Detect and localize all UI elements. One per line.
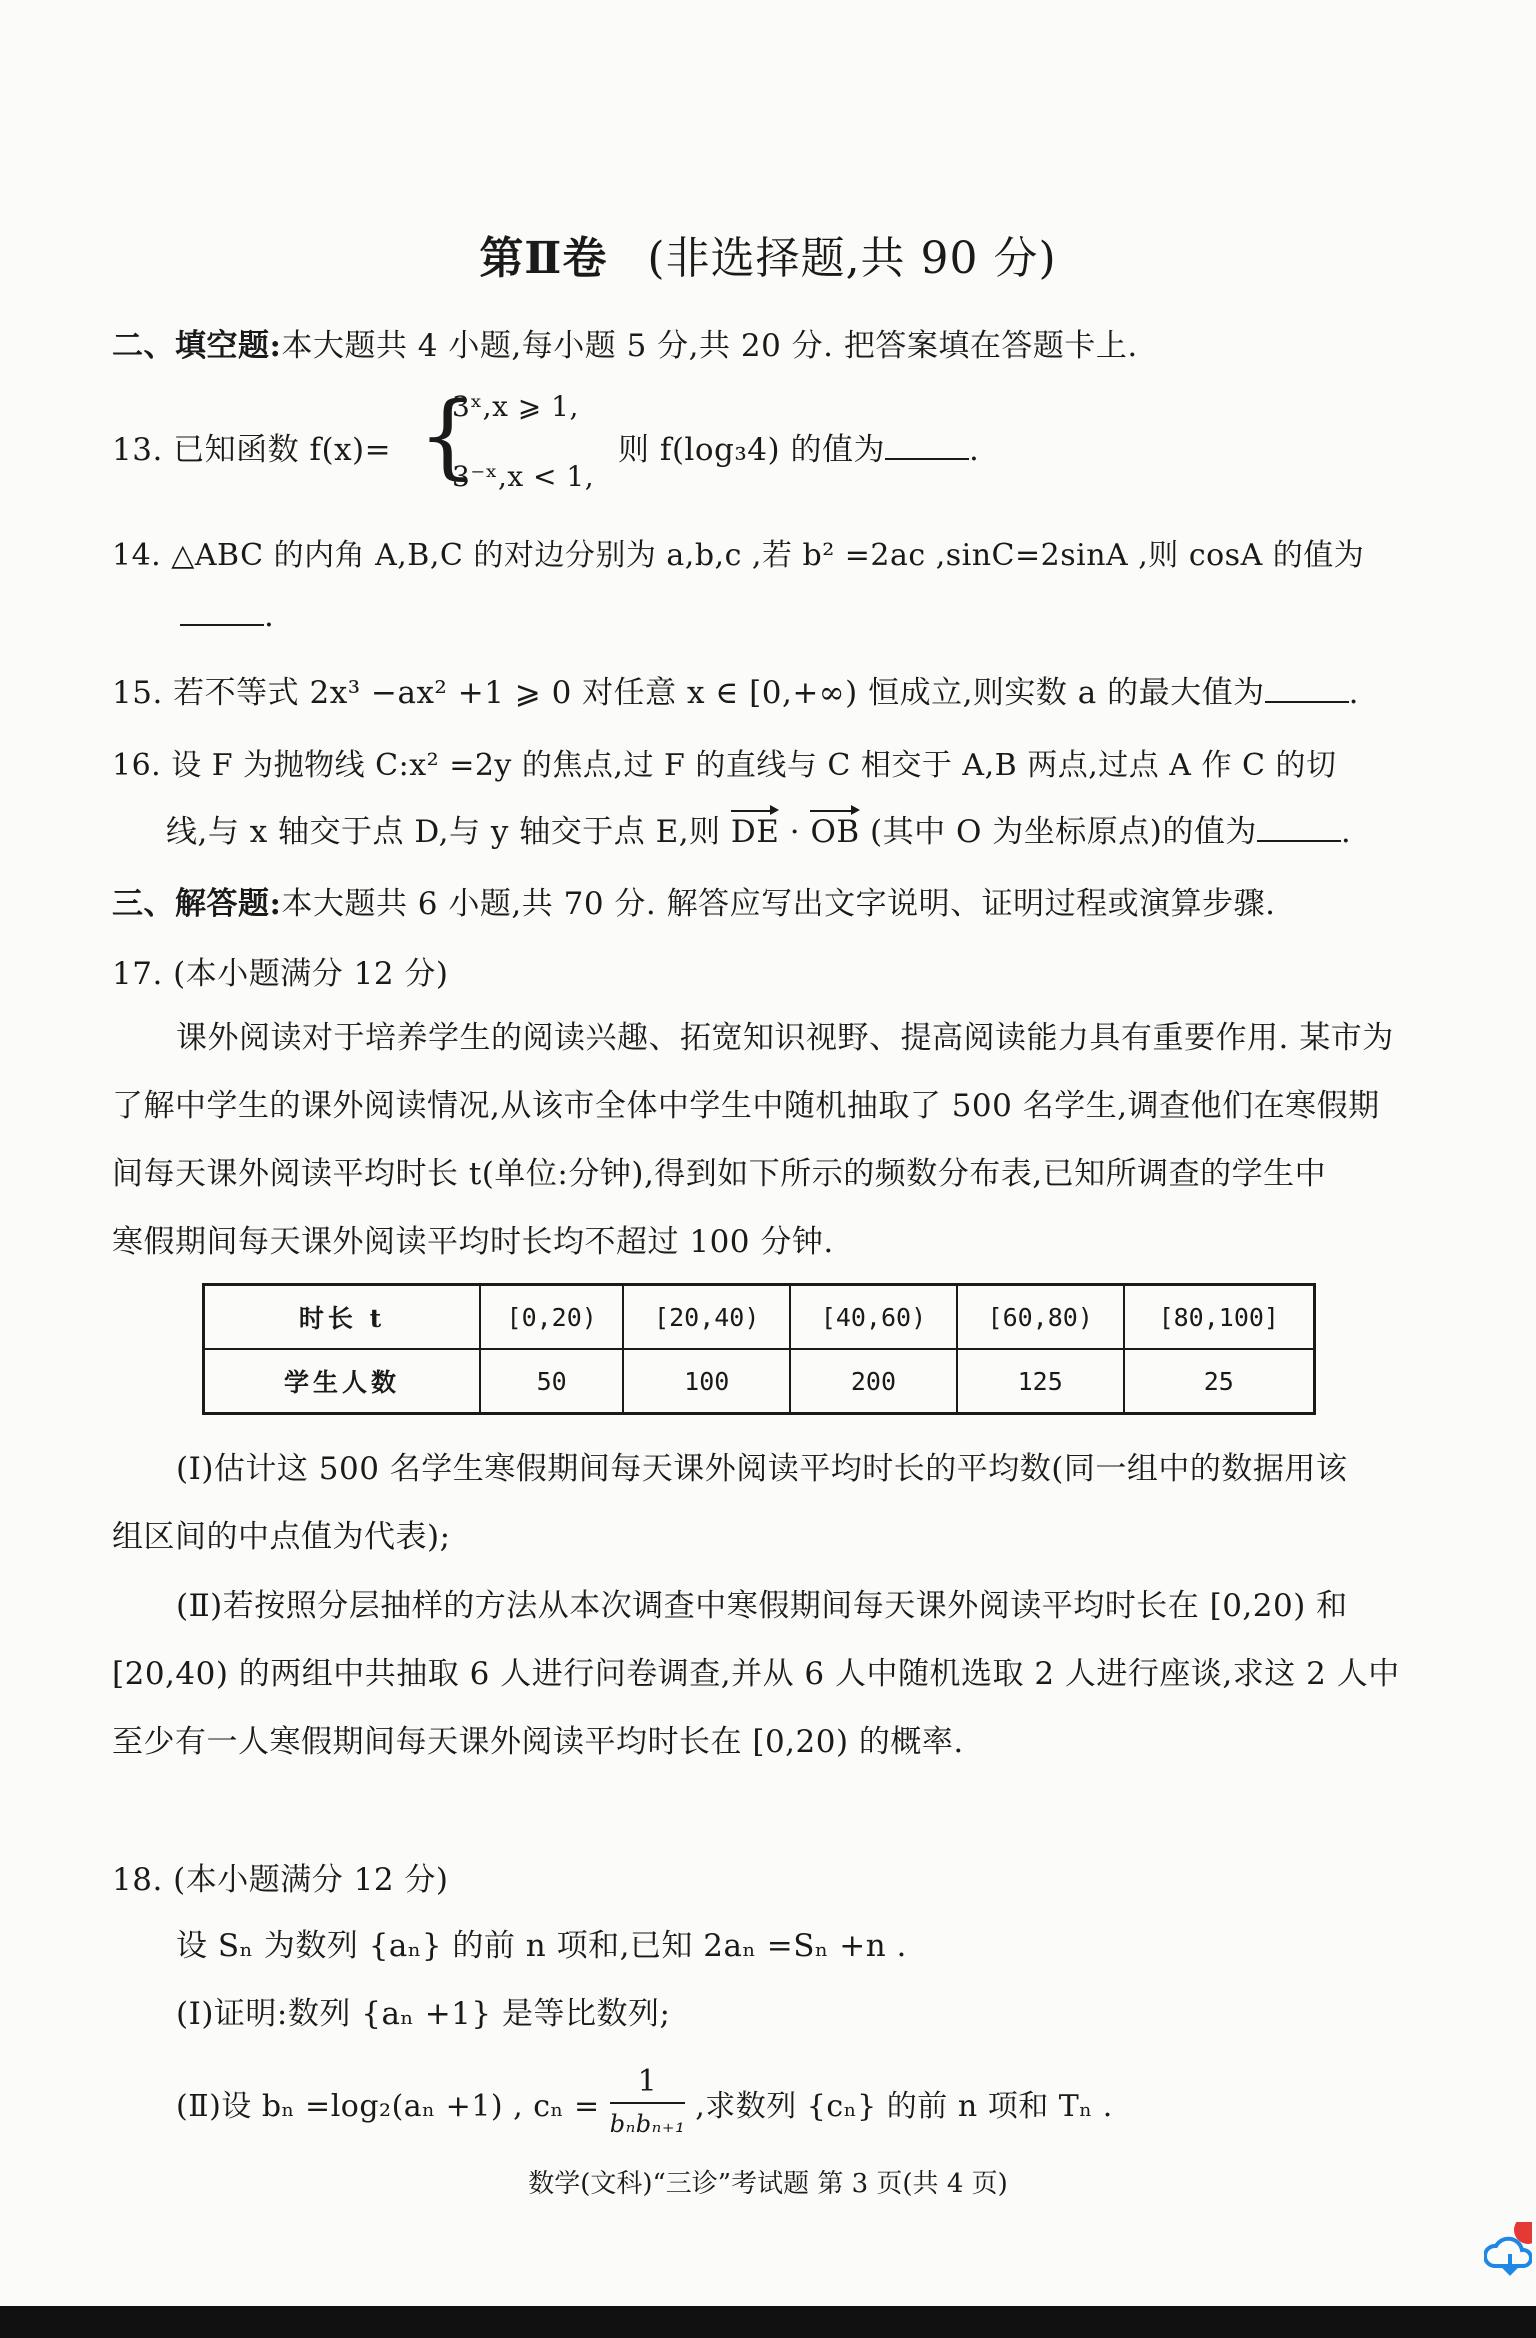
q16-line2-a: 线,与 x 轴交于点 D,与 y 轴交于点 E,则 xyxy=(166,814,721,850)
table-cell-count: 25 xyxy=(1124,1349,1315,1414)
q13-end: . xyxy=(968,432,980,468)
q13-answer-blank xyxy=(885,432,969,460)
q13-tail-line xyxy=(618,424,979,469)
q15-end: . xyxy=(1348,675,1359,711)
table-header-students: 学生人数 xyxy=(204,1349,481,1414)
vector-ob: OB xyxy=(810,810,859,850)
q17-part2-line1: (Ⅱ)若按照分层抽样的方法从本次调查中寒假期间每天课外阅读平均时长在 [0,20) 和 xyxy=(176,1588,1348,1624)
part3-text: 本大题共 6 小题,共 70 分. 解答应写出文字说明、证明过程或演算步骤. xyxy=(281,886,1276,922)
bottom-bar xyxy=(0,2306,1536,2338)
q17-para2: 了解中学生的课外阅读情况,从该市全体中学生中随机抽取了 500 名学生,调查他们在寒假期 xyxy=(112,1088,1380,1124)
q18-part2 xyxy=(176,2062,1113,2144)
q15-answer-blank xyxy=(1265,675,1349,703)
q18-para1: 设 Sₙ 为数列 {aₙ} 的前 n 项和,已知 2aₙ =Sₙ +n . xyxy=(176,1928,907,1964)
table-cell-count: 125 xyxy=(957,1349,1124,1414)
table-row xyxy=(204,1349,1315,1414)
q18-part2-b: ,求数列 {cₙ} 的前 n 项和 Tₙ . xyxy=(695,2089,1113,2124)
q15-text: 15. 若不等式 2x³ −ax² +1 ⩾ 0 对任意 x ∈ [0,+∞) 恒成立,则实数 a 的最大值为 xyxy=(112,675,1265,711)
fraction xyxy=(610,2062,685,2144)
q13-lead: 13. 已知函数 f(x)= xyxy=(112,432,392,468)
part2-label: 二、填空题: xyxy=(112,328,282,364)
q15-line xyxy=(112,667,1359,712)
q18-part2-a: (Ⅱ)设 bₙ =log₂(aₙ +1) , cₙ = xyxy=(176,2089,600,2124)
q17-header: 17. (本小题满分 12 分) xyxy=(112,956,449,992)
q17-part2-line3: 至少有一人寒假期间每天课外阅读平均时长在 [0,20) 的概率. xyxy=(112,1724,964,1760)
q17-para4: 寒假期间每天课外阅读平均时长均不超过 100 分钟. xyxy=(112,1224,834,1260)
table-cell-interval: [60,80) xyxy=(957,1285,1124,1350)
section-title xyxy=(0,222,1536,286)
q16-end: . xyxy=(1340,814,1352,850)
fraction-denominator: bₙbₙ₊₁ xyxy=(609,2110,686,2138)
q18-part1: (Ⅰ)证明:数列 {aₙ +1} 是等比数列; xyxy=(176,1996,671,2032)
q16-line2 xyxy=(166,806,1351,851)
q13-brace: { xyxy=(418,382,477,489)
q14-answer-blank xyxy=(180,598,264,626)
table-cell-count: 50 xyxy=(480,1349,623,1414)
table-cell-interval: [0,20) xyxy=(480,1285,623,1350)
q13-tail: 则 f(log₃4) 的值为 xyxy=(618,432,885,468)
q16-line1: 16. 设 F 为抛物线 C:x² =2y 的焦点,过 F 的直线与 C 相交于 A,B 两点,过点 A 作 C 的切 xyxy=(112,748,1337,783)
q16-line2-b: (其中 O 为坐标原点)的值为 xyxy=(870,814,1257,850)
table-cell-interval: [80,100] xyxy=(1124,1285,1315,1350)
table-cell-interval: [20,40) xyxy=(623,1285,790,1350)
q17-part1-line1: (Ⅰ)估计这 500 名学生寒假期间每天课外阅读平均时长的平均数(同一组中的数据用该 xyxy=(176,1451,1348,1487)
q13-case2: 3⁻ˣ,x < 1, xyxy=(452,460,595,493)
frequency-table xyxy=(202,1283,1316,1415)
q13-case1: 3ˣ,x ⩾ 1, xyxy=(452,390,579,423)
table-cell-interval: [40,60) xyxy=(790,1285,957,1350)
fraction-numerator: 1 xyxy=(610,2062,685,2104)
q14-line2 xyxy=(180,598,274,634)
part3-header xyxy=(112,878,1275,923)
q17-part2-line2: [20,40) 的两组中共抽取 6 人进行问卷调查,并从 6 人中随机选取 2 人进行座谈,求这 2 人中 xyxy=(112,1656,1400,1692)
q14-end: . xyxy=(264,598,275,634)
table-cell-count: 200 xyxy=(790,1349,957,1414)
part3-label: 三、解答题: xyxy=(112,886,282,922)
q17-part1-line2: 组区间的中点值为代表); xyxy=(112,1519,451,1555)
section-title-sub: (非选择题,共 90 分) xyxy=(647,233,1057,284)
q14-line1: 14. △ABC 的内角 A,B,C 的对边分别为 a,b,c ,若 b² =2ac ,sinC=2sinA ,则 cosA 的值为 xyxy=(112,538,1365,573)
table-header-duration: 时长 t xyxy=(204,1285,481,1350)
dot-operator: · xyxy=(779,814,811,850)
vector-de: DE xyxy=(731,810,779,850)
table-row xyxy=(204,1285,1315,1350)
table-cell-count: 100 xyxy=(623,1349,790,1414)
part2-header xyxy=(112,320,1138,365)
q17-para3: 间每天课外阅读平均时长 t(单位:分钟),得到如下所示的频数分布表,已知所调查的学生中 xyxy=(112,1156,1327,1192)
section-title-main: 第Ⅱ卷 xyxy=(479,233,608,284)
q17-para1: 课外阅读对于培养学生的阅读兴趣、拓宽知识视野、提高阅读能力具有重要作用. 某市为 xyxy=(176,1020,1394,1056)
q18-header: 18. (本小题满分 12 分) xyxy=(112,1862,449,1898)
cloud-download-icon[interactable] xyxy=(1484,2222,1532,2282)
q16-answer-blank xyxy=(1257,814,1341,842)
part2-text: 本大题共 4 小题,每小题 5 分,共 20 分. 把答案填在答题卡上. xyxy=(281,328,1138,364)
page-footer: 数学(文科)“三诊”考试题 第 3 页(共 4 页) xyxy=(528,2169,1008,2199)
